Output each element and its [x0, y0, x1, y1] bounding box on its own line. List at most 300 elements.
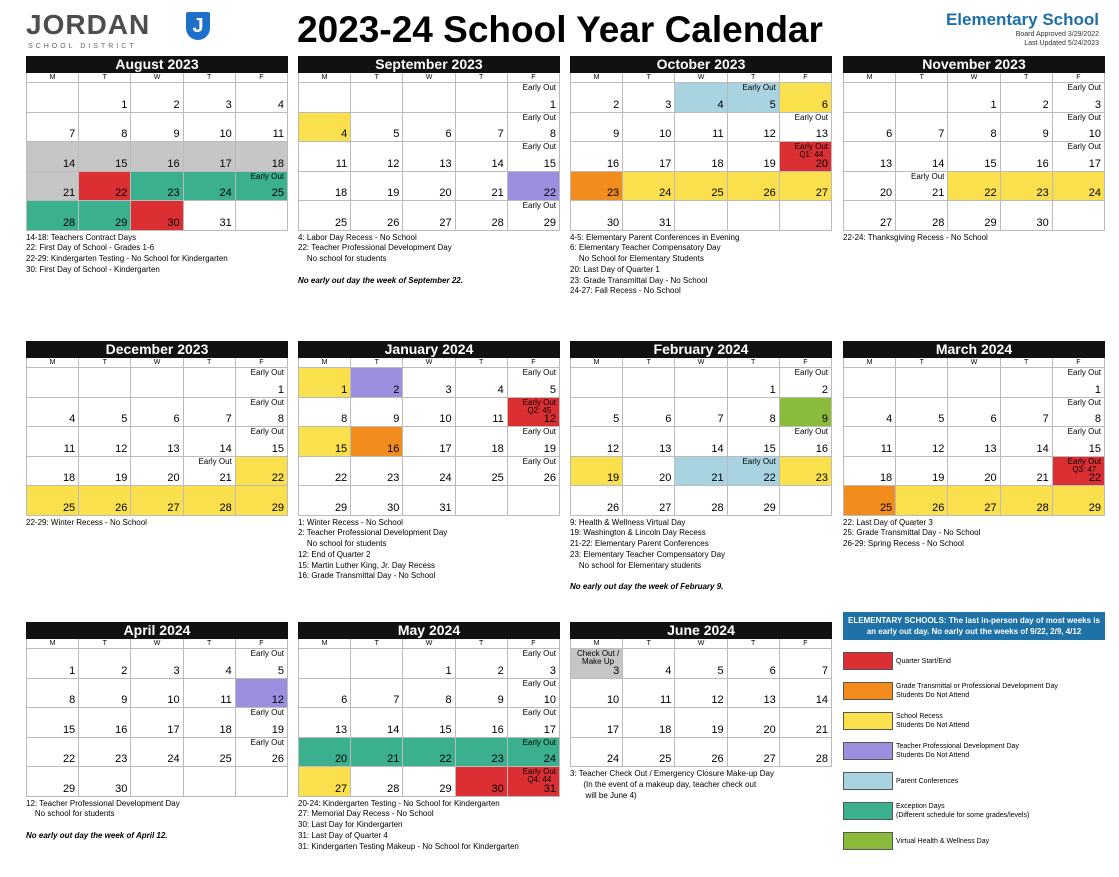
- day-cell: [27, 738, 79, 768]
- day-number: 18: [659, 723, 672, 736]
- day-cell: [1053, 113, 1105, 143]
- day-cell: [299, 767, 351, 797]
- day-cell: [508, 679, 560, 709]
- day-number: 4: [277, 98, 284, 111]
- day-cell: [844, 113, 896, 143]
- day-note: Early Out Q1: 44: [794, 142, 828, 159]
- day-cell: [131, 368, 183, 398]
- day-cell: [623, 368, 675, 398]
- day-number: 17: [606, 723, 620, 736]
- day-number: 26: [711, 753, 724, 765]
- note-line: 15: Martin Luther King, Jr. Day Recess: [298, 560, 435, 570]
- day-number: 16: [815, 442, 828, 455]
- day-cell: [236, 368, 288, 398]
- weekday-label: M: [299, 639, 351, 648]
- day-cell: [675, 398, 727, 428]
- day-number: 6: [341, 694, 348, 706]
- day-cell: [896, 83, 948, 113]
- weekday-label: W: [948, 358, 1000, 367]
- day-cell: [351, 201, 403, 231]
- day-cell: [131, 142, 183, 172]
- day-cell: [571, 368, 623, 398]
- day-number: 16: [387, 442, 400, 455]
- day-cell: [79, 649, 131, 679]
- day-cell: [131, 201, 183, 231]
- day-cell: [236, 679, 288, 709]
- day-number: 14: [62, 157, 76, 170]
- day-number: 10: [167, 694, 180, 706]
- day-number: 7: [69, 128, 76, 140]
- day-cell: [675, 708, 727, 738]
- legend-swatch: [843, 832, 893, 850]
- day-cell: [236, 172, 288, 202]
- day-number: 20: [879, 187, 893, 199]
- day-cell: [948, 368, 1000, 398]
- day-number: 14: [491, 157, 504, 170]
- weekday-header: [570, 73, 832, 82]
- day-cell: [896, 486, 948, 516]
- day-number: 24: [219, 187, 232, 199]
- day-number: 15: [763, 442, 776, 455]
- weekday-header: [298, 639, 560, 648]
- day-number: 22: [984, 187, 997, 199]
- legend-swatch: [843, 682, 893, 700]
- weekday-label: T: [728, 73, 780, 82]
- note-line: 6: Elementary Teacher Compensatory Day: [570, 243, 721, 253]
- day-cell: [728, 398, 780, 428]
- day-number: 27: [334, 782, 348, 795]
- day-number: 8: [990, 128, 997, 140]
- day-cell: [27, 486, 79, 516]
- weekday-header: [26, 73, 288, 82]
- day-cell: [571, 427, 623, 457]
- day-cell: [675, 113, 727, 143]
- day-cell: [184, 649, 236, 679]
- weekday-label: F: [508, 358, 560, 367]
- day-number: 27: [815, 187, 828, 199]
- day-cell: [351, 142, 403, 172]
- day-cell: [456, 767, 508, 797]
- day-number: 29: [334, 501, 348, 514]
- day-cell: [571, 738, 623, 768]
- day-cell: [675, 201, 727, 231]
- logo-wordmark: JORDAN: [26, 9, 151, 40]
- weekday-label: F: [508, 73, 560, 82]
- day-cell: [675, 142, 727, 172]
- day-number: 2: [121, 664, 128, 677]
- day-cell: [299, 83, 351, 113]
- day-cell: [508, 83, 560, 113]
- note-line: 16: Grade Transmittal Day - No School: [298, 571, 436, 581]
- legend-swatch: [843, 802, 893, 820]
- day-cell: [571, 649, 623, 679]
- day-number: 10: [219, 128, 232, 140]
- day-cell: [456, 679, 508, 709]
- month-5: [298, 341, 560, 582]
- day-cell: [728, 679, 780, 709]
- note-line: No School for Elementary Students: [570, 254, 704, 264]
- day-cell: [1053, 201, 1105, 231]
- note-line: 9: Health & Wellness Virtual Day: [570, 517, 686, 527]
- day-number: 31: [439, 501, 452, 514]
- day-number: 28: [711, 501, 724, 514]
- day-number: 11: [659, 694, 672, 706]
- day-cell: [571, 172, 623, 202]
- day-number: 1: [445, 664, 452, 677]
- day-cell: [675, 649, 727, 679]
- day-number: 16: [606, 157, 620, 170]
- weekday-label: T: [728, 639, 780, 648]
- day-cell: [27, 83, 79, 113]
- day-cell: [403, 172, 455, 202]
- day-note: Early Out Q3: 47: [1067, 456, 1101, 474]
- day-cell: [403, 142, 455, 172]
- day-cell: [131, 113, 183, 143]
- weekday-header: [843, 358, 1105, 367]
- weekday-label: M: [299, 73, 351, 82]
- day-number: 22: [334, 472, 348, 484]
- day-cell: [403, 398, 455, 428]
- day-note: Early Out: [250, 649, 284, 658]
- day-cell: [948, 83, 1000, 113]
- day-number: 17: [1088, 157, 1101, 170]
- day-cell: [403, 679, 455, 709]
- day-number: 15: [334, 442, 348, 455]
- day-number: 21: [62, 187, 76, 199]
- weekday-label: T: [456, 358, 508, 367]
- note-line: 4: Labor Day Recess - No School: [298, 232, 417, 242]
- weekday-label: W: [403, 358, 455, 367]
- day-cell: [728, 172, 780, 202]
- day-cell: [456, 83, 508, 113]
- day-number: 24: [1088, 187, 1101, 199]
- day-cell: [728, 113, 780, 143]
- day-cell: [299, 486, 351, 516]
- day-number: 9: [613, 128, 620, 140]
- day-number: 1: [121, 98, 128, 111]
- day-number: 20: [815, 157, 828, 170]
- day-number: 10: [606, 694, 620, 706]
- day-cell: [623, 113, 675, 143]
- day-cell: [299, 738, 351, 768]
- day-number: 11: [272, 128, 284, 140]
- legend: [843, 612, 1105, 850]
- month-0: [26, 56, 288, 276]
- legend-swatch: [843, 772, 893, 790]
- day-cell: [623, 427, 675, 457]
- day-cell: [571, 708, 623, 738]
- day-note: Check Out / Make Up: [576, 649, 620, 666]
- day-cell: [508, 398, 560, 428]
- day-cell: [27, 368, 79, 398]
- day-number: 1: [549, 98, 556, 111]
- day-number: 11: [492, 413, 504, 425]
- month-notes: [570, 233, 832, 298]
- day-number: 26: [115, 501, 128, 514]
- day-number: 18: [334, 187, 348, 199]
- day-cell: [131, 679, 183, 709]
- day-number: 6: [821, 98, 828, 111]
- note-line: 30: First Day of School - Kindergarten: [26, 264, 160, 274]
- day-number: 25: [219, 753, 232, 765]
- day-number: 28: [1036, 501, 1049, 514]
- day-cell: [184, 113, 236, 143]
- day-cell: [403, 113, 455, 143]
- weekday-header: [298, 73, 560, 82]
- day-cell: [236, 738, 288, 768]
- day-number: 24: [659, 187, 672, 199]
- day-cell: [299, 368, 351, 398]
- note-line: 20: Last Day of Quarter 1: [570, 264, 660, 274]
- legend-item: [843, 742, 1105, 760]
- day-cell: [508, 368, 560, 398]
- day-number: 6: [990, 413, 997, 425]
- day-cell: [571, 142, 623, 172]
- day-number: 20: [334, 753, 348, 765]
- day-cell: [299, 172, 351, 202]
- day-cell: [351, 172, 403, 202]
- day-note: Early Out: [522, 649, 556, 658]
- month-days: [570, 648, 832, 767]
- day-cell: [1053, 83, 1105, 113]
- day-cell: [351, 767, 403, 797]
- month-days: [570, 82, 832, 231]
- day-cell: [508, 457, 560, 487]
- day-cell: [1053, 427, 1105, 457]
- day-cell: [844, 486, 896, 516]
- day-number: 19: [271, 723, 284, 736]
- day-number: 22: [1088, 472, 1101, 484]
- note-line: 22-29: Winter Recess - No School: [26, 517, 147, 527]
- day-number: 2: [613, 98, 620, 111]
- weekday-header: [843, 73, 1105, 82]
- day-cell: [844, 172, 896, 202]
- day-cell: [508, 142, 560, 172]
- day-note: Early Out: [1067, 427, 1101, 436]
- day-cell: [351, 457, 403, 487]
- weekday-label: W: [403, 639, 455, 648]
- month-notes: [570, 769, 832, 801]
- day-number: 23: [167, 187, 180, 199]
- day-cell: [184, 708, 236, 738]
- day-cell: [1001, 201, 1053, 231]
- day-number: 13: [815, 128, 828, 140]
- day-cell: [844, 142, 896, 172]
- day-cell: [236, 83, 288, 113]
- day-cell: [79, 83, 131, 113]
- day-cell: [456, 201, 508, 231]
- month-notes: [843, 233, 1105, 244]
- day-cell: [236, 201, 288, 231]
- day-number: 28: [219, 501, 232, 514]
- day-number: 3: [1094, 98, 1101, 111]
- weekday-label: F: [236, 358, 288, 367]
- day-cell: [844, 457, 896, 487]
- day-cell: [896, 398, 948, 428]
- note-line: No school for students: [26, 809, 115, 819]
- day-number: 11: [63, 442, 76, 455]
- day-number: 5: [769, 98, 776, 111]
- month-3: [843, 56, 1105, 243]
- day-cell: [780, 708, 832, 738]
- day-number: 23: [606, 187, 620, 199]
- month-notes: [298, 518, 560, 583]
- day-cell: [131, 83, 183, 113]
- month-6: [570, 341, 832, 593]
- header-info: [946, 10, 1099, 48]
- day-number: 26: [387, 216, 400, 229]
- day-cell: [79, 427, 131, 457]
- day-number: 23: [1036, 187, 1049, 199]
- day-cell: [456, 172, 508, 202]
- day-number: 27: [879, 216, 893, 229]
- day-cell: [675, 679, 727, 709]
- day-cell: [131, 708, 183, 738]
- day-number: 25: [491, 472, 504, 484]
- day-number: 27: [763, 753, 776, 765]
- day-cell: [780, 486, 832, 516]
- day-note: Early Out: [250, 427, 284, 436]
- weekday-header: [570, 639, 832, 648]
- day-cell: [27, 457, 79, 487]
- day-cell: [571, 83, 623, 113]
- day-cell: [351, 649, 403, 679]
- day-cell: [299, 398, 351, 428]
- day-number: 25: [271, 187, 284, 199]
- day-cell: [623, 172, 675, 202]
- day-number: 9: [173, 128, 180, 140]
- note-line: 14-18: Teachers Contract Days: [26, 232, 137, 242]
- weekday-label: T: [79, 358, 131, 367]
- month-4: [26, 341, 288, 528]
- legend-item: [843, 832, 1105, 850]
- day-cell: [1001, 368, 1053, 398]
- day-cell: [1053, 398, 1105, 428]
- day-cell: [351, 427, 403, 457]
- day-number: 21: [1036, 472, 1049, 484]
- day-number: 4: [225, 664, 232, 677]
- weekday-label: F: [780, 73, 832, 82]
- day-number: 12: [271, 694, 284, 706]
- day-cell: [299, 457, 351, 487]
- day-cell: [896, 113, 948, 143]
- weekday-header: [26, 639, 288, 648]
- day-number: 12: [932, 442, 945, 455]
- day-number: 5: [393, 128, 400, 140]
- weekday-label: W: [131, 358, 183, 367]
- day-cell: [79, 486, 131, 516]
- day-number: 25: [62, 501, 76, 514]
- day-number: 24: [167, 753, 180, 765]
- day-number: 3: [613, 664, 620, 677]
- day-cell: [948, 398, 1000, 428]
- day-note: Early Out: [794, 112, 828, 122]
- weekday-label: W: [675, 639, 727, 648]
- day-cell: [351, 83, 403, 113]
- note-line: 19: Washington & Lincoln Day Recess: [570, 528, 706, 538]
- day-cell: [896, 142, 948, 172]
- day-number: 29: [62, 782, 76, 795]
- day-number: 6: [173, 413, 180, 425]
- day-cell: [728, 142, 780, 172]
- day-cell: [403, 649, 455, 679]
- weekday-label: T: [79, 73, 131, 82]
- note-line: 23: Grade Transmittal Day - No School: [570, 275, 708, 285]
- legend-label: Quarter Start/End: [896, 657, 951, 665]
- day-cell: [1001, 398, 1053, 428]
- day-cell: [508, 172, 560, 202]
- day-number: 19: [763, 157, 776, 170]
- day-number: 21: [491, 187, 504, 199]
- weekday-label: W: [131, 73, 183, 82]
- day-number: 15: [439, 723, 452, 736]
- school-level: Elementary School: [945, 10, 1099, 29]
- day-cell: [675, 83, 727, 113]
- day-number: 7: [717, 413, 724, 425]
- day-cell: [1001, 427, 1053, 457]
- day-cell: [571, 398, 623, 428]
- day-number: 24: [606, 753, 620, 765]
- day-cell: [623, 83, 675, 113]
- weekday-label: F: [1053, 73, 1105, 82]
- day-cell: [728, 427, 780, 457]
- note-line: will be June 4): [570, 790, 637, 800]
- day-cell: [184, 398, 236, 428]
- day-cell: [456, 486, 508, 516]
- day-cell: [780, 398, 832, 428]
- day-cell: [403, 486, 455, 516]
- day-cell: [131, 738, 183, 768]
- day-cell: [351, 398, 403, 428]
- day-cell: [79, 201, 131, 231]
- month-days: [843, 82, 1105, 231]
- day-cell: [27, 767, 79, 797]
- day-number: 6: [665, 413, 672, 425]
- day-number: 10: [1088, 128, 1101, 140]
- day-number: 2: [821, 383, 828, 396]
- day-cell: [184, 767, 236, 797]
- day-number: 27: [439, 216, 452, 229]
- day-cell: [896, 172, 948, 202]
- month-7: [843, 341, 1105, 550]
- weekday-label: T: [896, 73, 948, 82]
- day-number: 23: [387, 472, 400, 484]
- weekday-label: M: [571, 73, 623, 82]
- day-number: 27: [167, 501, 180, 514]
- day-cell: [623, 201, 675, 231]
- month-days: [843, 367, 1105, 516]
- day-note: Early Out: [1067, 83, 1101, 92]
- day-number: 1: [990, 98, 997, 111]
- day-cell: [131, 649, 183, 679]
- day-number: 10: [543, 694, 556, 706]
- day-number: 4: [341, 128, 348, 140]
- day-number: 7: [225, 413, 232, 425]
- note-line: [570, 571, 832, 582]
- day-number: 14: [1036, 442, 1049, 455]
- day-note: Early Out: [522, 427, 556, 436]
- day-cell: [948, 201, 1000, 231]
- day-number: 21: [815, 723, 828, 736]
- month-title: May 2024: [298, 622, 560, 639]
- weekday-label: F: [1053, 358, 1105, 367]
- day-note: Early Out Q4: 44: [522, 767, 556, 784]
- day-number: 3: [173, 664, 180, 677]
- note-line: 12: End of Quarter 2: [298, 549, 371, 559]
- day-cell: [844, 368, 896, 398]
- day-cell: [1001, 486, 1053, 516]
- day-cell: [728, 368, 780, 398]
